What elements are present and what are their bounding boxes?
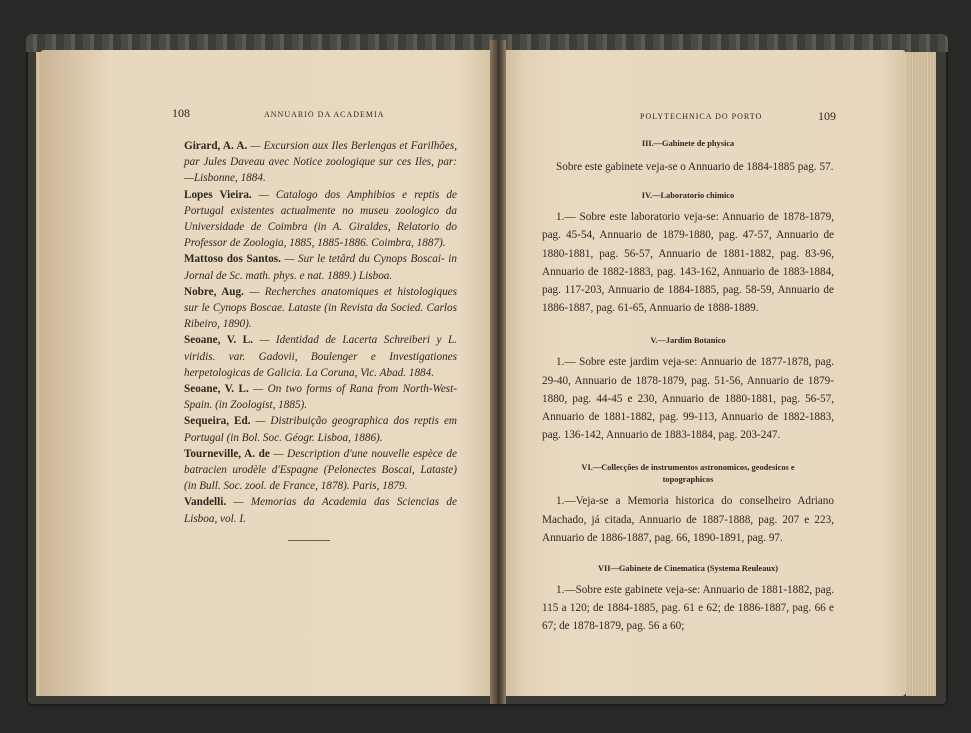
entry: Sequeira, Ed. — Distribuição geographica dos reptis em Portugal (in Bol. Soc. Géogr. Lisboa, 1886). bbox=[184, 415, 457, 444]
entry: Mattoso dos Santos. — Sur le tetârd du Cynops Boscai- in Jornal de Sc. math. phys. e nat. 1889.) Lisboa. bbox=[184, 253, 458, 282]
section-body: 1.— Sobre este jardim veja-se: Annuario de 1877-1878, pag. 29-40, Annuario de 1878-1879, pag. 51-56, Annuario de 1879-1880, pag. 44-45 e 230, Annuario de 1880-1881, pag. 56-57, Annuario de 1881-1882, pag. 99-113, Annuario de 1882-1883, pag. 136-142, Annuario de 1883-1884, pag. 203-247. bbox=[542, 356, 834, 442]
entry: Seoane, V. L. — Identidad de Lacerta Schreiberi y L. viridis. var. Gadovii, Boulenger e Investigationes herpetologicas de Galicia. La Coruna, Vic. Abad. 1884. bbox=[184, 334, 457, 379]
left-page-number: 108 bbox=[172, 106, 190, 120]
section-heading: VI.—Collecções de instrumentos astronomicos, geodesicos e topographicos bbox=[581, 463, 795, 485]
section-heading: IV.—Laboratorio chimico bbox=[641, 191, 735, 201]
entry: Girard, A. A. — Excursion aux Iles Berlengas et Farilhões, par Jules Daveau avec Notice zoologique sur ces Iles, par:—Lisbonne, 1884. bbox=[184, 140, 457, 185]
entry: Seoane, V. L. — On two forms of Rana from North-West-Spain. (in Zoologist, 1885). bbox=[184, 383, 457, 412]
section-body: 1.— Sobre este laboratorio veja-se: Annuario de 1878-1879, pag. 45-54, Annuario de 1879-1880, pag. 47-57, Annuario de 1880-1881, pag. 56-57, Annuario de 1881-1882, pag. 83-96, Annuario de 1882-1883, pag. 143-162, Annuario de 1883-1884, pag. 117-203, Annuario de 1884-1885, pag. 58-59, Annuario de 1886-1887, pag. 61-65, Annuario de 1888-1889. bbox=[542, 211, 834, 315]
left-page-text bbox=[170, 138, 457, 527]
entry: Nobre, Aug. — Recherches anatomiques et histologiques sur le Cynops Boscae. Lataste (in Revista da Socied. Carlos Ribeiro, 1890). bbox=[184, 285, 458, 331]
entry: Lopes Vieira. — Catalogo dos Amphibios e reptis de Portugal existentes actualmente no museu zoologico da Universidade de Coimbra (in A. Giraldes, Relatorio do Professor de Zoologia, 1885, 1885-1886. Coimbra, 1887). bbox=[184, 188, 457, 250]
book-gutter bbox=[490, 40, 506, 704]
right-running-head: POLYTECHNICA DO PORTO bbox=[640, 112, 763, 121]
right-page-edges bbox=[906, 52, 936, 696]
section-heading: III.—Gabinete de physica bbox=[641, 139, 735, 148]
section-body: 1.—Veja-se a Memoria historica do conselheiro Adriano Machado, já citada, Annuario de 1887-1888, pag. 207 e 223, Annuario de 1886-1887, pag. 66, 1890-1891, pag. 97. bbox=[542, 495, 834, 544]
entry: Vandelli. — Memorias da Academia das Sciencias de Lisboa, vol. I. bbox=[184, 496, 457, 525]
entry: Tourneville, A. de — Description d'une nouvelle espèce de batracien urodèle d'Espagne (Pelonectes Boscai, Lataste) (in Bull. Soc. zool. de France, 1878). Paris, 1879. bbox=[184, 447, 457, 493]
left-running-head: ANNUARIO DA ACADEMIA bbox=[264, 110, 385, 119]
right-page-number: 109 bbox=[818, 109, 836, 123]
section-body: 1.—Sobre este gabinete veja-se: Annuario de 1881-1882, pag. 115 a 120; de 1884-1885, pag. 61 e 62; de 1886-1887, pag. 66 e 67; de 1878-1879, pag. 56 a 60; bbox=[542, 584, 834, 633]
section-body: Sobre este gabinete veja-se o Annuario de 1884-1885 pag. 57. bbox=[556, 161, 834, 173]
section-heading: VII—Gabinete de Cinematica (Systema Reuleaux) bbox=[597, 564, 779, 574]
end-rule bbox=[288, 540, 330, 541]
right-page-text bbox=[542, 138, 834, 636]
section-heading: V.—Jardim Botanico bbox=[650, 336, 726, 346]
